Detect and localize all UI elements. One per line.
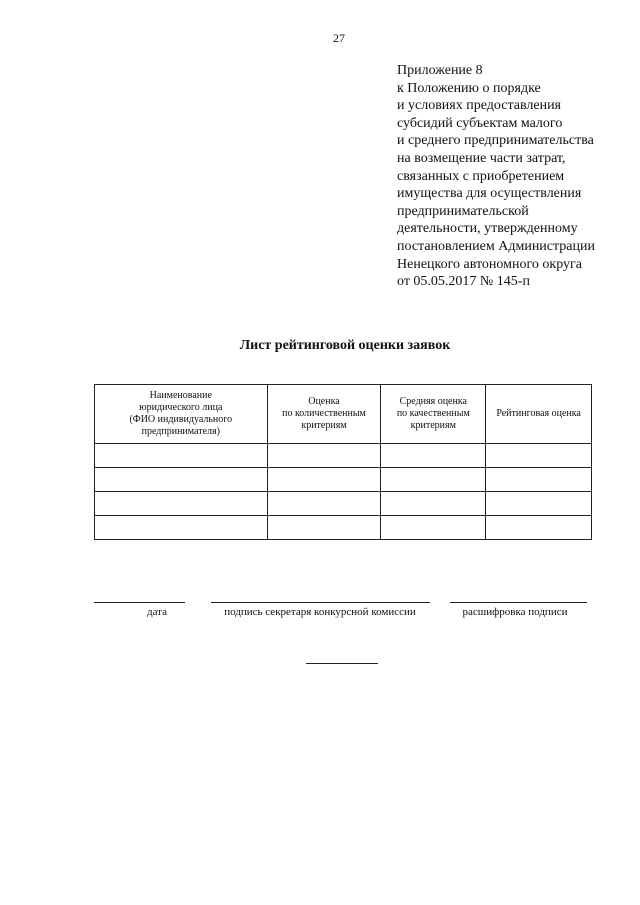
header-qualitative: Средняя оценка по качественным критериям xyxy=(381,385,486,444)
table-row xyxy=(95,468,592,492)
header-name: Наименование юридического лица (ФИО индивидуального предпринимателя) xyxy=(95,385,268,444)
appendix-line: и среднего предпринимательства xyxy=(397,133,594,149)
appendix-line: Ненецкого автономного округа xyxy=(397,256,582,272)
appendix-line: Приложение 8 xyxy=(397,63,483,78)
date-label: дата xyxy=(146,606,168,618)
appendix-line: предпринимательской xyxy=(397,203,529,219)
table-row xyxy=(95,492,592,516)
appendix-note xyxy=(397,62,595,291)
header-quantitative: Оценка по количественным критериям xyxy=(267,385,381,444)
appendix-line: от 05.05.2017 № 145-п xyxy=(397,274,530,290)
signature-decoding-label: расшифровка подписи xyxy=(462,606,568,618)
appendix-line: постановлением Администрации xyxy=(397,238,595,254)
document-title: Лист рейтинговой оценки заявок xyxy=(239,338,451,353)
date-line xyxy=(94,602,185,603)
secretary-signature-label: подпись секретаря конкурсной комиссии xyxy=(224,606,416,618)
end-divider xyxy=(306,663,378,664)
appendix-line: субсидий субъектам малого xyxy=(397,115,563,131)
signature-line xyxy=(211,602,430,603)
appendix-line: на возмещение части затрат, xyxy=(397,150,566,166)
appendix-line: к Положению о порядке xyxy=(397,80,541,96)
rating-table xyxy=(94,384,592,540)
table-row xyxy=(95,516,592,540)
appendix-line: и условиях предоставления xyxy=(397,98,561,114)
appendix-line: связанных с приобретением xyxy=(397,168,565,184)
appendix-line: деятельности, утвержденному xyxy=(397,221,578,237)
appendix-line: имущества для осуществления xyxy=(397,186,582,202)
header-rating: Рейтинговая оценка xyxy=(486,385,592,444)
page-number: 27 xyxy=(333,31,345,45)
decoding-line xyxy=(450,602,587,603)
table-row xyxy=(95,444,592,468)
